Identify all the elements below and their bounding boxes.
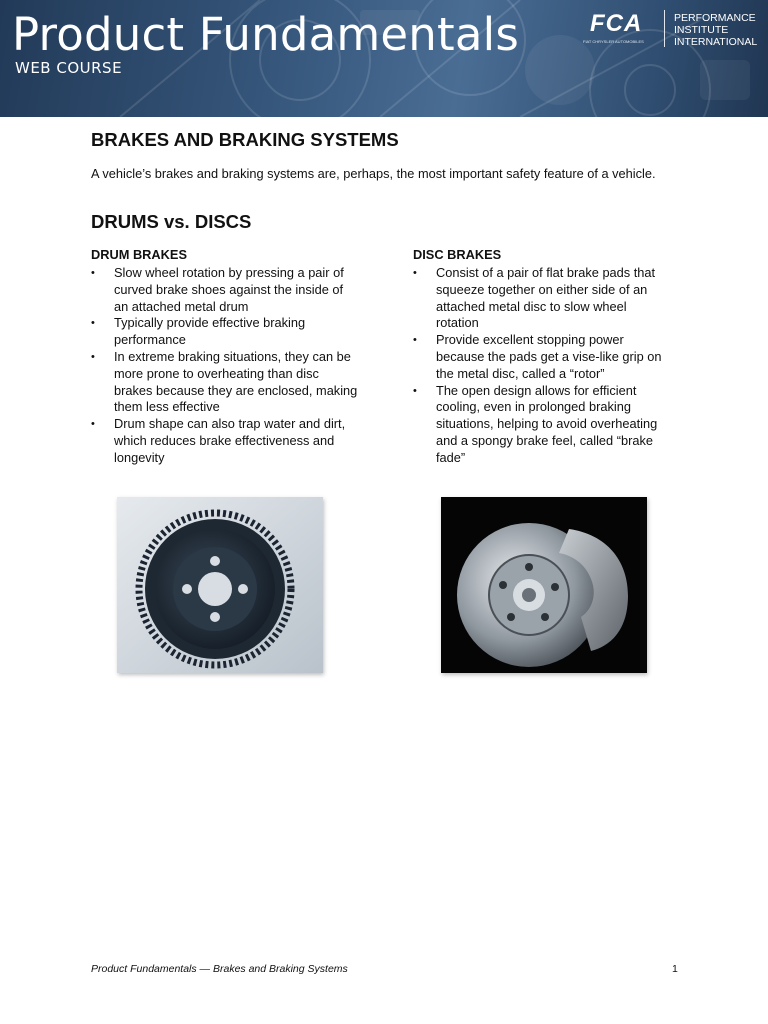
list-item <box>413 332 672 382</box>
bullet-icon: • <box>413 384 417 397</box>
drum-brake-photo <box>117 497 323 673</box>
section-title: DRUMS vs. DISCS <box>91 211 252 232</box>
drum-brakes-heading: DRUM BRAKES <box>91 247 187 262</box>
list-item <box>413 265 672 332</box>
fca-logo <box>580 10 768 50</box>
bullet-icon: • <box>413 267 417 279</box>
list-item-text: Consist of a pair of flat brake pads that squeeze together on either side of an attached metal disc to slow wheel rotation <box>436 265 656 331</box>
banner-title: Product Fundamentals <box>12 8 519 61</box>
list-item <box>91 416 359 466</box>
list-item-text: Slow wheel rotation by pressing a pair of curved brake shoes against the inside of an attached metal drum <box>114 265 344 314</box>
fca-logo-tagline: FIAT CHRYSLER AUTOMOBILES <box>583 39 644 44</box>
logo-line-2: INSTITUTE <box>674 24 729 36</box>
bullet-icon: • <box>91 317 95 330</box>
fca-logo-mark: FCA <box>590 10 643 37</box>
list-item-text: Typically provide effective braking performance <box>114 315 306 348</box>
list-item-text: Provide excellent stopping power because the pads get a vise-like grip on the metal disc, called a “rotor” <box>436 332 662 381</box>
list-item <box>91 315 359 349</box>
list-item <box>91 349 359 416</box>
bullet-icon: • <box>91 267 95 279</box>
page-number: 1 <box>672 963 678 975</box>
drum-brakes-list <box>91 265 371 467</box>
footer-text: Product Fundamentals — Brakes and Braking Systems <box>91 963 348 975</box>
header-banner <box>0 0 768 117</box>
list-item-text: Drum shape can also trap water and dirt, which reduces brake effectiveness and longevity <box>114 416 346 465</box>
list-item-text: In extreme braking situations, they can be more prone to overheating than disc brakes because they are enclosed, making them less effective <box>114 348 358 415</box>
bullet-icon: • <box>91 350 95 363</box>
bullet-icon: • <box>413 334 417 347</box>
bullet-icon: • <box>91 418 95 431</box>
disc-brakes-list <box>413 265 693 467</box>
document-title: BRAKES AND BRAKING SYSTEMS <box>91 129 399 150</box>
drum-brakes-column <box>91 246 371 467</box>
list-item <box>413 383 672 467</box>
institute-logo-text <box>674 12 757 48</box>
banner-subtitle: WEB COURSE <box>15 59 123 77</box>
disc-brakes-heading: DISC BRAKES <box>413 247 502 262</box>
disc-brake-photo <box>441 497 647 673</box>
logo-line-1: PERFORMANCE <box>674 12 756 24</box>
logo-divider <box>664 10 665 47</box>
list-item <box>91 265 359 315</box>
logo-line-3: INTERNATIONAL <box>674 36 758 48</box>
disc-brakes-column <box>413 246 693 467</box>
list-item-text: The open design allows for efficient cooling, even in prolonged braking situations, helping to avoid overheating and a spongy brake feel, called “brake fade” <box>436 382 658 465</box>
intro-paragraph: A vehicle’s brakes and braking systems are, perhaps, the most important safety feature of a vehicle. <box>91 166 656 181</box>
